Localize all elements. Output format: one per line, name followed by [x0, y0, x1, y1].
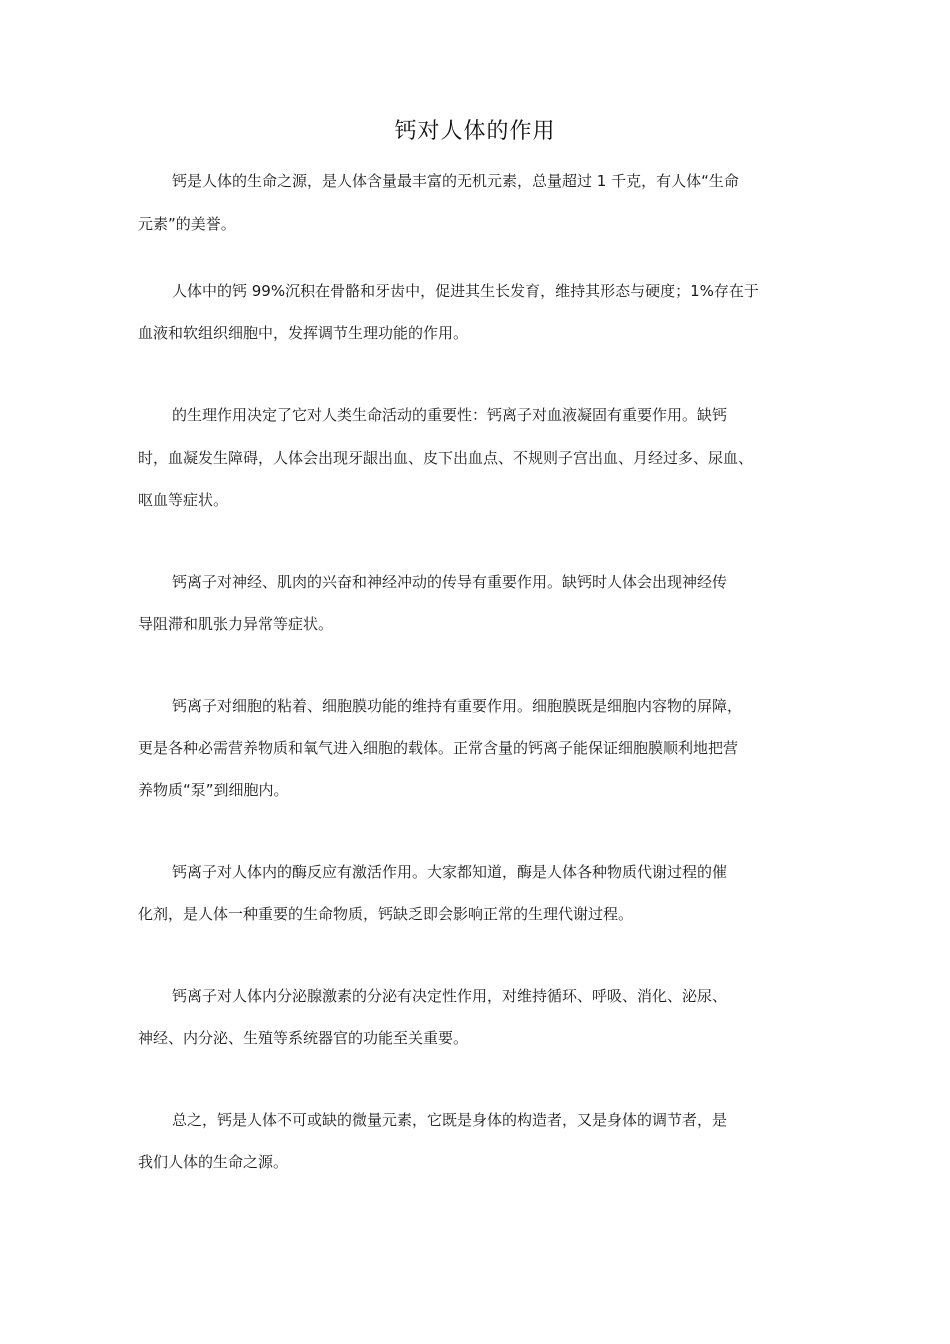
paragraph-5-line-1: 钙离子对细胞的粘着、细胞膜功能的维持有重要作用。细胞膜既是细胞内容物的屏障， — [172, 697, 743, 715]
paragraph-2-line-1: 人体中的钙 99%沉积在骨骼和牙齿中，促进其生长发育，维持其形态与硬度；1%存在于 — [172, 282, 759, 300]
paragraph-3-line-2: 时，血凝发生障碍，人体会出现牙龈出血、皮下出血点、不规则子宫出血、月经过多、尿血、 — [138, 449, 754, 467]
paragraph-7-line-2: 神经、内分泌、生殖等系统器官的功能至关重要。 — [138, 1029, 469, 1047]
paragraph-6-line-1: 钙离子对人体内的酶反应有激活作用。大家都知道，酶是人体各种物质代谢过程的催 — [172, 863, 728, 881]
document-title: 钙对人体的作用 — [394, 119, 556, 144]
paragraph-3-line-1: 的生理作用决定了它对人类生命活动的重要性：钙离子对血液凝固有重要作用。缺钙 — [172, 406, 728, 424]
paragraph-6-line-2: 化剂，是人体一种重要的生命物质，钙缺乏即会影响正常的生理代谢过程。 — [138, 905, 634, 923]
paragraph-2-line-2: 血液和软组织细胞中，发挥调节生理功能的作用。 — [138, 324, 469, 342]
paragraph-3-line-3: 呕血等症状。 — [138, 491, 229, 509]
paragraph-8-line-2: 我们人体的生命之源。 — [138, 1153, 289, 1171]
paragraph-5-line-3: 养物质“泵”到细胞内。 — [138, 781, 289, 799]
paragraph-8-line-1: 总之，钙是人体不可或缺的微量元素，它既是身体的构造者，又是身体的调节者，是 — [172, 1111, 728, 1129]
paragraph-5-line-2: 更是各种必需营养物质和氧气进入细胞的载体。正常含量的钙离子能保证细胞膜顺利地把营 — [138, 739, 739, 757]
paragraph-1-line-2: 元素”的美誉。 — [138, 215, 236, 233]
paragraph-4-line-1: 钙离子对神经、肌肉的兴奋和神经冲动的传导有重要作用。缺钙时人体会出现神经传 — [172, 573, 728, 591]
paragraph-7-line-1: 钙离子对人体内分泌腺激素的分泌有决定性作用，对维持循环、呼吸、消化、泌尿、 — [172, 987, 728, 1005]
paragraph-1-line-1: 钙是人体的生命之源，是人体含量最丰富的无机元素，总量超过 1 千克，有人体“生命 — [172, 172, 739, 190]
paragraph-4-line-2: 导阻滞和肌张力异常等症状。 — [138, 615, 334, 633]
